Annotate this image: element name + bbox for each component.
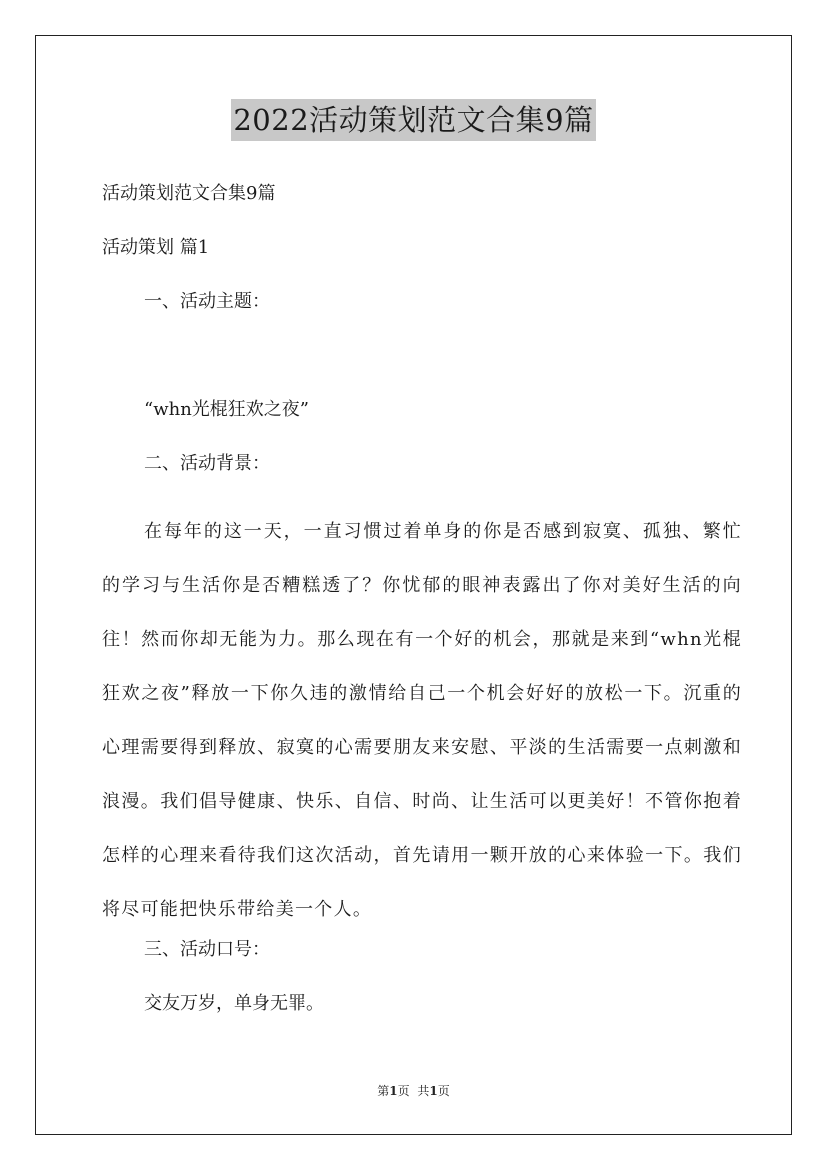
page-number: 1: [389, 1084, 398, 1098]
activity-theme-content: “whn光棍狂欢之夜”: [144, 399, 309, 420]
page-suffix: 页: [397, 1084, 410, 1098]
title-container: [0, 99, 827, 141]
activity-slogan-content: 交友万岁，单身无罪。: [144, 993, 324, 1014]
document-title: 2022活动策划范文合集9篇: [231, 99, 595, 141]
activity-background-heading: 二、活动背景：: [144, 453, 270, 474]
page-prefix: 第: [377, 1084, 390, 1098]
page-footer: [0, 1082, 827, 1100]
total-pages: 1: [429, 1084, 438, 1098]
activity-background-paragraph: 在每年的这一天，一直习惯过着单身的你是否感到寂寞、孤独、繁忙的学习与生活你是否糟糕透了？你忧郁的眼神表露出了你对美好生活的向往！然而你却无能为力。那么现在有一个好的机会，那就是来到“whn光棍狂欢之夜”释放一下你久违的激情给自己一个机会好好的放松一下。沉重的心理需要得到释放、寂寞的心需要朋友来安慰、平淡的生活需要一点刺激和浪漫。我们倡导健康、快乐、自信、时尚、让生活可以更美好！不管你抱着怎样的心理来看待我们这次活动，首先请用一颗开放的心来体验一下。我们将尽可能把快乐带给美一个人。: [102, 521, 742, 920]
total-suffix: 页: [437, 1084, 450, 1098]
total-prefix: 共: [417, 1084, 430, 1098]
section-heading: 活动策划 篇1: [102, 237, 210, 258]
activity-slogan-heading: 三、活动口号：: [144, 939, 270, 960]
activity-theme-heading: 一、活动主题：: [144, 291, 270, 312]
document-subtitle: 活动策划范文合集9篇: [102, 183, 276, 204]
